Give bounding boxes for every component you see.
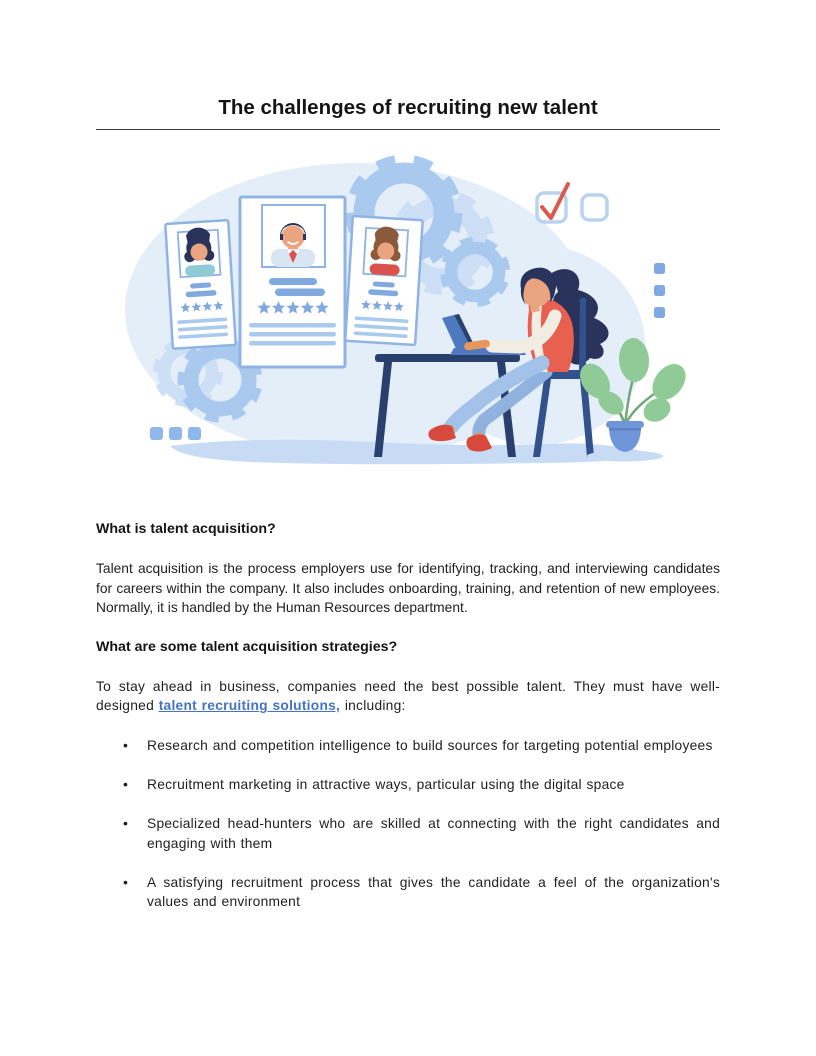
empty-checkbox-icon — [582, 195, 607, 220]
bullet-item: • A satisfying recruitment process that gives the candidate a feel of the organization's values and environment — [96, 873, 720, 912]
dots-decoration-left — [150, 427, 201, 440]
intro-text-after-link: including: — [340, 698, 406, 714]
bullet-item: • Specialized head-hunters who are skilled at connecting with the right candidates and engaging with them — [96, 814, 720, 853]
card-lines — [354, 316, 409, 338]
card-lines — [249, 323, 336, 346]
card-lines — [177, 317, 228, 339]
section-heading-what-is-talent-acquisition: What is talent acquisition? — [96, 521, 276, 537]
desk-top — [375, 354, 520, 362]
talent-recruiting-solutions-link[interactable]: talent recruiting solutions, — [158, 698, 341, 714]
paragraph-talent-acquisition-definition: Talent acquisition is the process employers use for identifying, tracking, and interviewing candidates for careers within the company. It also includes onboarding, training, and retention of new employees. Normally, it is handled by the Human Resources department. — [96, 561, 720, 616]
candidate-card-center — [240, 197, 345, 367]
shoe-icon — [466, 434, 492, 451]
dots-decoration-right — [654, 263, 665, 318]
page-title: The challenges of recruiting new talent — [96, 94, 720, 130]
candidate-card-right — [345, 216, 423, 345]
paragraph-strategies-intro — [96, 677, 720, 716]
bullet-item: • Research and competition intelligence to build sources for targeting potential employees — [96, 736, 720, 756]
section-heading-strategies: What are some talent acquisition strategies? — [96, 638, 398, 655]
bullet-item: • Recruitment marketing in attractive ways, particular using the digital space — [96, 775, 720, 795]
candidate-card-left — [165, 220, 236, 349]
strategies-bullet-list — [96, 736, 720, 912]
intro-text-before-link: To stay ahead in business, companies need the best possible talent. They must have well-designed — [96, 678, 720, 714]
recruitment-illustration — [112, 150, 704, 480]
checked-checkbox-icon — [537, 184, 568, 222]
